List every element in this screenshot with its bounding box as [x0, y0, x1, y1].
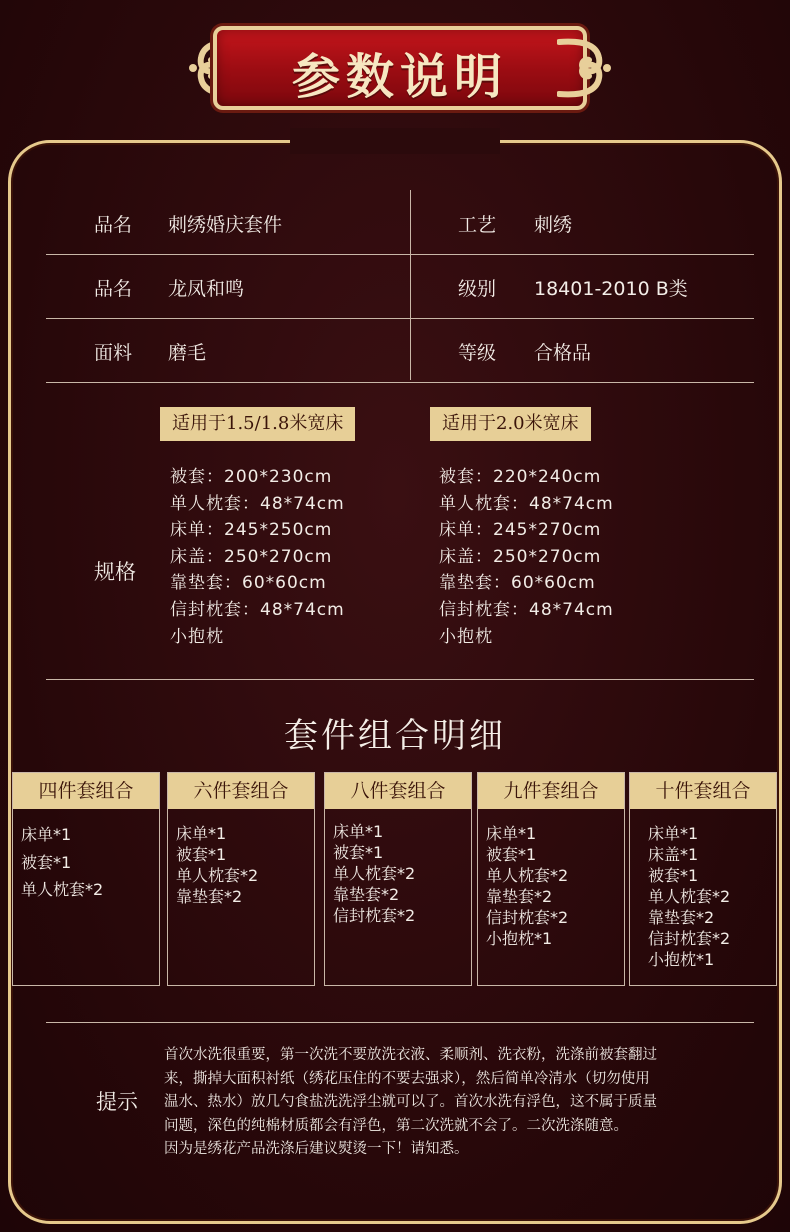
spec-item: 靠垫套：60*60cm — [439, 573, 596, 594]
spec-item: 床盖：250*270cm — [439, 546, 602, 567]
combo-item: 床单*1 — [486, 824, 537, 843]
combo-item: 被套*1 — [21, 852, 72, 872]
combo-item: 信封枕套*2 — [486, 908, 569, 927]
combo-item: 床单*1 — [333, 822, 384, 841]
param-value: 龙凤和鸣 — [168, 278, 245, 300]
spec-item: 被套：220*240cm — [439, 467, 602, 487]
combo-title: 八件套组合 — [325, 773, 471, 809]
combo-items — [333, 821, 415, 926]
combo-title: 九件套组合 — [478, 773, 624, 809]
param-label: 工艺 — [458, 214, 497, 236]
combo-title: 四件套组合 — [13, 773, 159, 809]
combo-item: 单人枕套*2 — [176, 866, 259, 885]
combo-item: 小抱枕*1 — [648, 950, 715, 969]
combo-item: 单人枕套*2 — [486, 866, 569, 885]
spec-tag-large-bed: 适用于2.0米宽床 — [430, 407, 591, 441]
combo-item: 信封枕套*2 — [333, 906, 416, 925]
combo-items — [176, 823, 258, 907]
combo-section-title: 套件组合明细 — [284, 716, 506, 756]
spec-item: 床盖：250*270cm — [170, 546, 333, 567]
spec-item: 床单：245*270cm — [439, 520, 602, 541]
spec-list-large-bed — [439, 464, 614, 650]
combo-item: 被套*1 — [333, 843, 384, 862]
param-label: 等级 — [458, 342, 497, 364]
spec-tag-small-bed: 适用于1.5/1.8米宽床 — [160, 407, 355, 441]
combo-items — [648, 823, 730, 970]
combo-card-six — [167, 772, 315, 986]
param-value: 刺绣 — [534, 214, 573, 236]
combo-item: 靠垫套*2 — [486, 887, 553, 906]
tips-label: 提示 — [96, 1090, 138, 1114]
combo-item: 靠垫套*2 — [176, 887, 243, 906]
tip-line: 温水、热水）放几勺食盐洗洗浮尘就可以了。首次水洗有浮色，这不属于质量 — [164, 1094, 657, 1110]
combo-item: 靠垫套*2 — [333, 885, 400, 904]
combo-card-ten — [629, 772, 777, 986]
param-label: 品名 — [94, 278, 133, 300]
spec-label: 规格 — [94, 560, 136, 584]
combo-item: 单人枕套*2 — [648, 887, 731, 906]
title-banner — [185, 18, 615, 118]
spec-item: 被套：200*230cm — [170, 467, 333, 487]
param-label: 品名 — [94, 214, 133, 236]
param-value: 合格品 — [534, 342, 592, 364]
combo-item: 靠垫套*2 — [648, 908, 715, 927]
section-divider — [46, 679, 754, 680]
combo-card-four — [12, 772, 160, 986]
combo-item: 床单*1 — [176, 824, 227, 843]
combo-title: 六件套组合 — [168, 773, 314, 809]
row-divider — [46, 382, 754, 383]
row-divider — [46, 318, 754, 319]
combo-items — [21, 821, 103, 904]
combo-item: 被套*1 — [486, 845, 537, 864]
param-label: 面料 — [94, 342, 133, 364]
spec-item: 信封枕套：48*74cm — [170, 599, 345, 620]
spec-item: 小抱枕 — [439, 626, 493, 647]
tip-line: 来，撕掉大面积衬纸（绣花压住的不要去强求），然后简单冷清水（切勿使用 — [164, 1070, 650, 1087]
frame-notch — [290, 128, 500, 154]
tip-line: 因为是绣花产品洗涤后建议熨烫一下！请知悉。 — [164, 1141, 469, 1157]
param-label: 级别 — [458, 278, 497, 300]
param-divider — [410, 190, 411, 380]
combo-item: 信封枕套*2 — [648, 929, 731, 948]
combo-item: 床盖*1 — [648, 845, 699, 864]
combo-item: 小抱枕*1 — [486, 929, 553, 948]
param-value: 18401-2010 B类 — [534, 278, 688, 300]
combo-card-eight — [324, 772, 472, 986]
combo-title: 十件套组合 — [630, 773, 776, 809]
spec-item: 单人枕套：48*74cm — [439, 493, 614, 514]
spec-item: 信封枕套：48*74cm — [439, 599, 614, 620]
spec-list-small-bed — [170, 464, 345, 650]
param-value: 刺绣婚庆套件 — [168, 214, 283, 236]
spec-item: 单人枕套：48*74cm — [170, 493, 345, 514]
param-value: 磨毛 — [168, 342, 207, 364]
combo-card-nine — [477, 772, 625, 986]
page-title: 参数说明 — [291, 49, 508, 105]
combo-item: 床单*1 — [648, 824, 699, 843]
combo-items — [486, 823, 568, 949]
section-divider — [46, 1022, 754, 1023]
row-divider — [46, 254, 754, 255]
spec-item: 小抱枕 — [170, 626, 224, 647]
combo-item: 被套*1 — [648, 866, 699, 885]
combo-item: 被套*1 — [176, 845, 227, 864]
combo-item: 单人枕套*2 — [333, 864, 416, 883]
tip-line: 首次水洗很重要，第一次洗不要放洗衣液、柔顺剂、洗衣粉，洗涤前被套翻过 — [164, 1047, 657, 1063]
combo-item: 单人枕套*2 — [21, 880, 104, 899]
spec-item: 靠垫套：60*60cm — [170, 573, 327, 594]
spec-item: 床单：245*250cm — [170, 520, 333, 541]
tip-line: 问题，深色的纯棉材质都会有浮色，第二次洗就不会了。二次洗涤随意。 — [164, 1117, 628, 1134]
combo-item: 床单*1 — [21, 825, 72, 844]
tips-text — [164, 1044, 754, 1162]
